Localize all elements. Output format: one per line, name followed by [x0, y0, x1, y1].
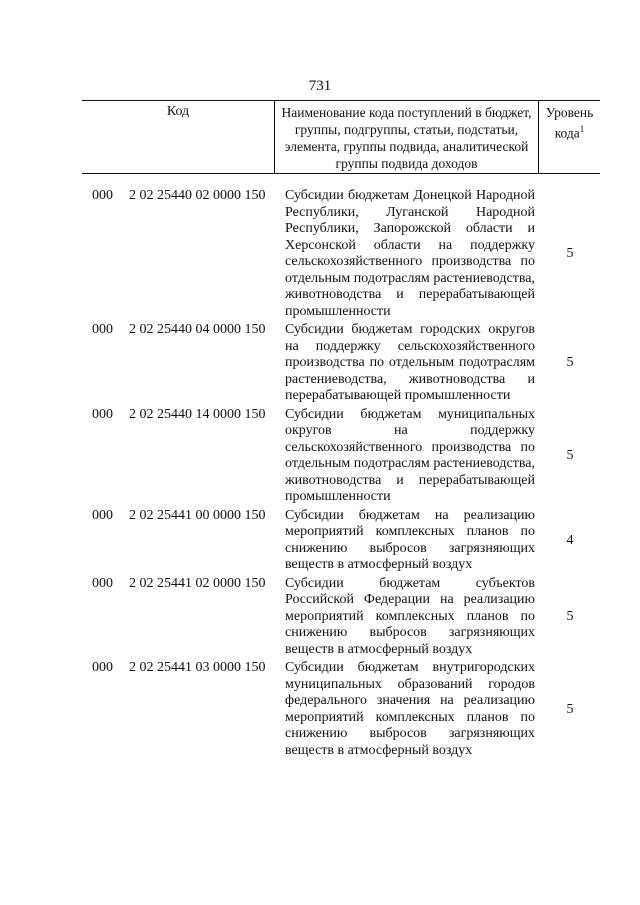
code-level: 5: [566, 448, 574, 463]
admin-code: 000: [92, 660, 113, 675]
table-row: [0, 407, 640, 506]
revenue-code: 2 02 25441 03 0000 150: [129, 660, 266, 675]
revenue-code: 2 02 25440 04 0000 150: [129, 322, 266, 337]
header-name: Наименование кода поступлений в бюджет, группы, подгруппы, статьи, подстатьи, элемента, группы подвида, аналитической группы подвида доходов: [275, 101, 539, 173]
code-level: 5: [566, 608, 574, 624]
revenue-name: Субсидии бюджетам внутригородских муниципальных образований городов федерального значения на реализацию мероприятий комплексных планов по снижению выбросов загрязняющих веществ в атмосферный воздух: [285, 660, 535, 758]
revenue-name: Субсидии бюджетам на реализацию мероприятий комплексных планов по снижению выбросов загрязняющих веществ в атмосферный воздух: [285, 507, 535, 572]
code-level: 4: [566, 532, 574, 548]
table-row: [0, 188, 640, 320]
revenue-name: Субсидии бюджетам Донецкой Народной Республики, Луганской Народной Республики, Запорожской области и Херсонской области на поддержку сельскохозяйственного производства по отдельным подотраслям растениеводства, животноводства и перерабатывающей промышленности: [285, 188, 535, 319]
admin-code: 000: [92, 322, 113, 337]
table-row: [0, 660, 640, 759]
table-body: [0, 188, 640, 759]
table-row: [0, 576, 640, 659]
admin-code: 000: [92, 406, 113, 422]
code-level: 5: [566, 355, 574, 371]
revenue-name: Субсидии бюджетам муниципальных округов на поддержку сельскохозяйственного производства по отдельным подотраслям растениеводства, животноводства и перерабатывающей промышленности: [285, 406, 535, 504]
revenue-code: 2 02 25440 14 0000 150: [129, 406, 266, 422]
admin-code: 000: [92, 188, 113, 203]
header-code: Код: [82, 101, 275, 173]
revenue-code: 2 02 25440 02 0000 150: [129, 188, 266, 203]
header-level: [539, 101, 600, 173]
code-level: 5: [566, 701, 574, 717]
table-header: [82, 100, 600, 174]
table-row: [0, 508, 640, 574]
revenue-name: Субсидии бюджетам субъектов Российской Федерации на реализацию мероприятий комплексных планов по снижению выбросов загрязняющих веществ в атмосферный воздух: [285, 575, 535, 657]
table-row: [0, 322, 640, 405]
revenue-code: 2 02 25441 00 0000 150: [129, 507, 266, 523]
page-number: 731: [308, 78, 332, 94]
revenue-code: 2 02 25441 02 0000 150: [129, 575, 266, 591]
revenue-name: Субсидии бюджетам городских округов на поддержку сельскохозяйственного производства по отдельным подотраслям растениеводства, животноводства и перерабатывающей промышленности: [285, 322, 535, 403]
admin-code: 000: [92, 575, 113, 591]
admin-code: 000: [92, 507, 113, 523]
header-level-footnote: 1: [579, 124, 585, 134]
code-level: 5: [566, 246, 574, 261]
header-level-label: Уровень кода: [545, 105, 594, 141]
